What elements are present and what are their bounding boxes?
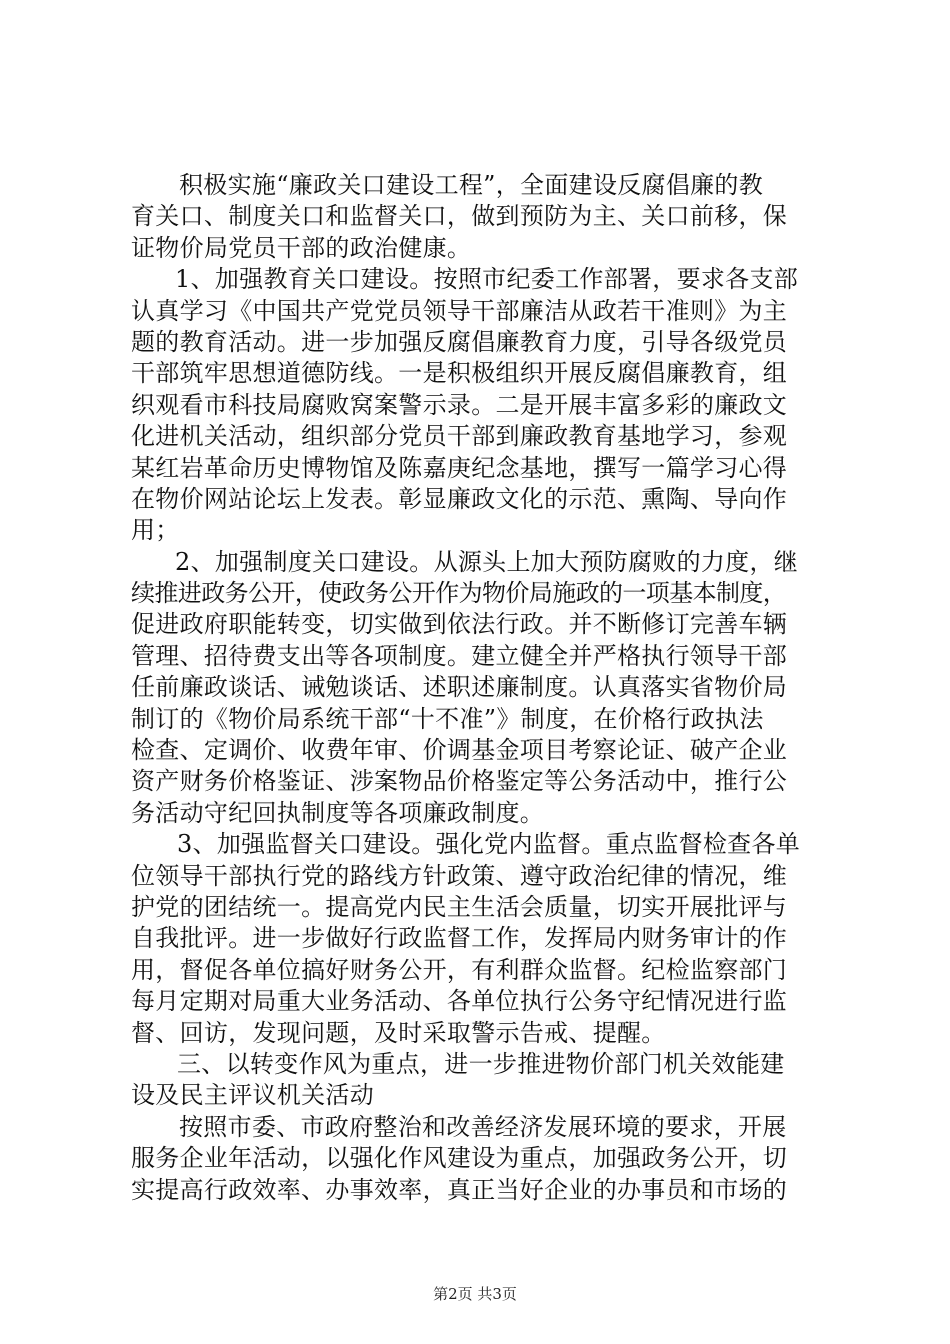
text-line: 实提高行政效率、办事效率，真正当好企业的办事员和市场的 (131, 1175, 788, 1204)
text-line: 督、回访，发现问题，及时采取警示告戒、提醒。 (131, 1018, 666, 1047)
text-line: 育关口、制度关口和监督关口，做到预防为主、关口前移，保 (131, 202, 788, 231)
text-line: 检查、定调价、收费年审、价调基金项目考察论证、破产企业 (131, 736, 788, 765)
text-line: 用，督促各单位搞好财务公开，有利群众监督。纪检监察部门 (131, 955, 788, 984)
text-line: 位领导干部执行党的路线方针政策、遵守政治纪律的情况，维 (131, 861, 788, 890)
text-line: 干部筑牢思想道德防线。一是积极组织开展反腐倡廉教育，组 (131, 359, 788, 388)
text-line: 织观看市科技局腐败窝案警示录。二是开展丰富多彩的廉政文 (131, 390, 788, 419)
text-line: 务活动守纪回执制度等各项廉政制度。 (131, 798, 545, 827)
text-line: 按照市委、市政府整治和改善经济发展环境的要求，开展 (179, 1112, 787, 1141)
text-line: 管理、招待费支出等各项制度。建立健全并严格执行领导干部 (131, 641, 788, 670)
text-line: 题的教育活动。进一步加强反腐倡廉教育力度，引导各级党员 (131, 327, 788, 356)
text-line: 证物价局党员干部的政治健康。 (131, 233, 472, 262)
text-line: 3、加强监督关口建设。强化党内监督。重点监督检查各单 (177, 830, 801, 859)
text-line: 每月定期对局重大业务活动、各单位执行公务守纪情况进行监 (131, 987, 788, 1016)
text-line: 制订的《物价局系统干部“十不准”》制度，在价格行政执法 (131, 704, 764, 733)
text-line: 认真学习《中国共产党党员领导干部廉洁从政若干准则》为主 (131, 296, 788, 325)
text-line: 某红岩革命历史博物馆及陈嘉庚纪念基地，撰写一篇学习心得 (131, 453, 788, 482)
text-line: 积极实施“廉政关口建设工程”，全面建设反腐倡廉的教 (179, 171, 764, 199)
section-heading-line: 设及民主评议机关活动 (131, 1081, 374, 1110)
text-line: 用； (131, 516, 180, 545)
text-line: 化进机关活动，组织部分党员干部到廉政教育基地学习，参观 (131, 422, 788, 451)
section-heading-line: 三、以转变作风为重点，进一步推进物价部门机关效能建 (177, 1049, 785, 1078)
text-line: 续推进政务公开，使政务公开作为物价局施政的一项基本制度， (131, 579, 787, 608)
page-number-footer: 第2页 共3页 (433, 1285, 517, 1303)
text-line: 服务企业年活动，以强化作风建设为重点，加强政务公开，切 (131, 1144, 788, 1173)
text-line: 在物价网站论坛上发表。彰显廉政文化的示范、熏陶、导向作 (131, 484, 788, 513)
text-line: 资产财务价格鉴证、涉案物品价格鉴定等公务活动中，推行公 (131, 767, 788, 796)
text-line: 促进政府职能转变，切实做到依法行政。并不断修订完善车辆 (131, 610, 788, 639)
text-line: 任前廉政谈话、诫勉谈话、述职述廉制度。认真落实省物价局 (131, 673, 788, 702)
document-body (131, 170, 831, 1206)
text-line: 自我批评。进一步做好行政监督工作，发挥局内财务审计的作 (131, 924, 788, 953)
text-line: 2、加强制度关口建设。从源头上加大预防腐败的力度，继 (175, 547, 799, 576)
text-line: 护党的团结统一。提高党内民主生活会质量，切实开展批评与 (131, 892, 788, 921)
text-line: 1、加强教育关口建设。按照市纪委工作部署，要求各支部 (175, 265, 799, 294)
